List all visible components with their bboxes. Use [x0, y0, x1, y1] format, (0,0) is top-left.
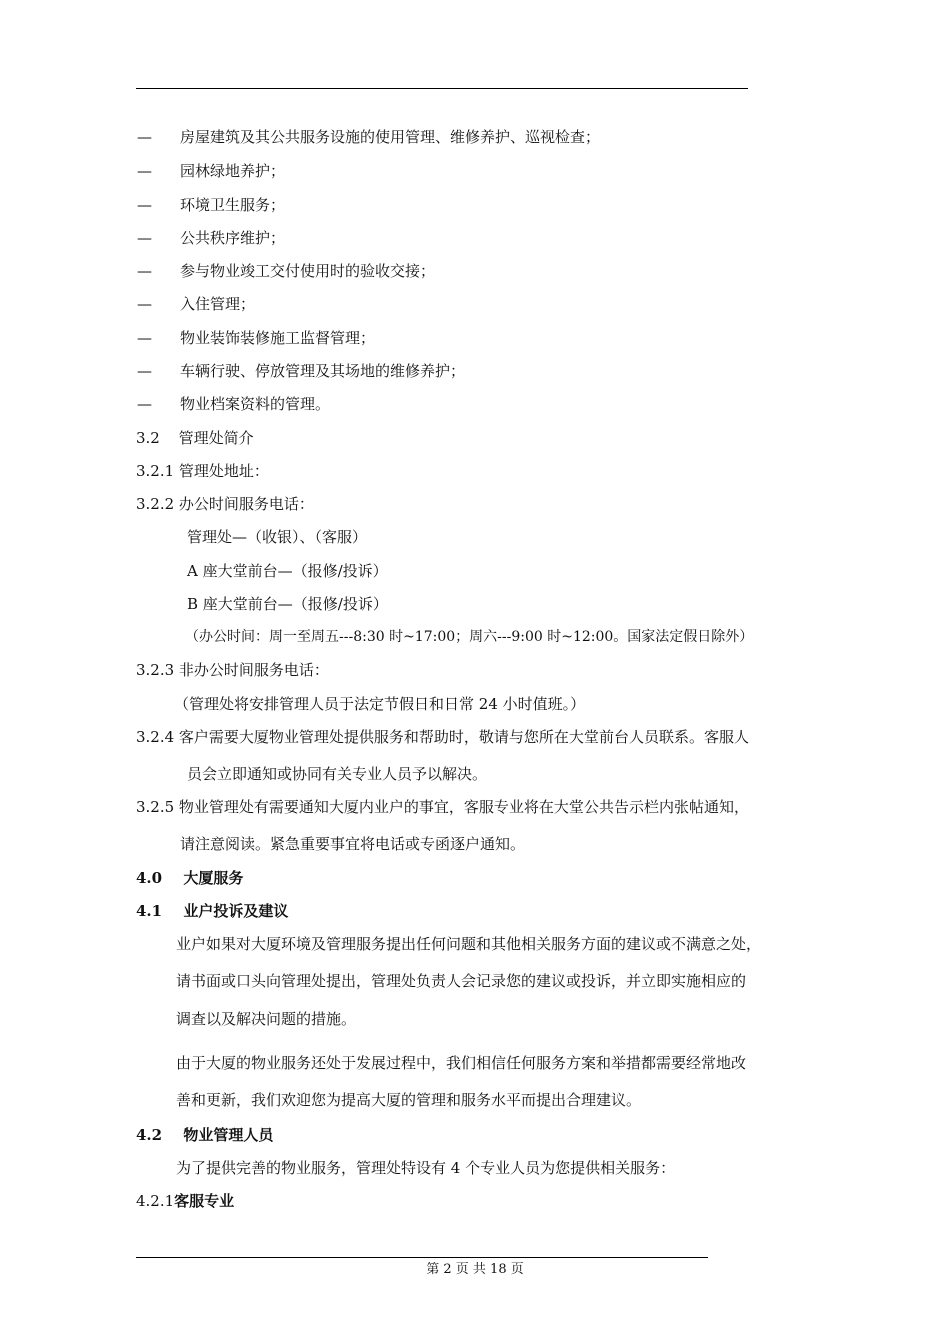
section-number: 4.2.1: [136, 1192, 175, 1210]
dash-mark: —: [137, 395, 152, 413]
office-hours: （办公时间：周一至周五---8:30 时~17:00；周六---9:00 时~12:00。国家法定假日除外）: [185, 629, 754, 645]
dash-mark: —: [137, 128, 152, 146]
dash-mark: —: [137, 162, 152, 180]
section-heading: [136, 868, 243, 888]
dash-mark: —: [137, 229, 152, 247]
subsection-office-phone: 3.2.2 办公时间服务电话：: [136, 495, 314, 513]
section-title: 管理处简介: [178, 429, 254, 447]
dash-mark: —: [137, 362, 152, 380]
afterhours-note: （管理处将安排管理人员于法定节假日和日常 24 小时值班。）: [174, 695, 586, 713]
list-item-text: 物业档案资料的管理。: [180, 395, 331, 413]
header-rule: [136, 88, 748, 89]
dash-mark: —: [137, 329, 152, 347]
phone-line: B 座大堂前台—（报修/投诉）: [187, 595, 388, 613]
section-heading: [136, 901, 288, 921]
list-item-text: 公共秩序维护；: [180, 229, 286, 247]
subsection-afterhours-phone: 3.2.3 非办公时间服务电话：: [136, 661, 329, 679]
list-item-text: 房屋建筑及其公共服务设施的使用管理、维修养护、巡视检查；: [180, 128, 601, 146]
paragraph-line: 业户如果对大厦环境及管理服务提出任何问题和其他相关服务方面的建议或不满意之处，: [176, 935, 762, 953]
footer-rule: [136, 1257, 708, 1258]
section-number: 4.2: [136, 1126, 163, 1144]
subsection-heading: [136, 1191, 234, 1211]
list-item-text: 参与物业竣工交付使用时的验收交接；: [180, 262, 436, 280]
paragraph-line: 3.2.4 客户需要大厦物业管理处提供服务和帮助时，敬请与您所在大堂前台人员联系。客服人: [136, 728, 749, 746]
list-item-text: 入住管理；: [180, 295, 256, 313]
list-item-text: 环境卫生服务；: [180, 196, 286, 214]
paragraph-line: 请书面或口头向管理处提出，管理处负责人会记录您的建议或投诉，并立即实施相应的: [176, 972, 747, 990]
paragraph-line: 由于大厦的物业服务还处于发展过程中，我们相信任何服务方案和举措都需要经常地改: [176, 1054, 747, 1072]
paragraph-line: 为了提供完善的物业服务，管理处特设有 4 个专业人员为您提供相关服务：: [176, 1159, 676, 1177]
section-heading: [136, 1125, 273, 1145]
section-title: 物业管理人员: [183, 1126, 274, 1144]
list-item-text: 园林绿地养护；: [180, 162, 286, 180]
paragraph-line: 员会立即通知或协同有关专业人员予以解决。: [187, 765, 488, 783]
section-title: 大厦服务: [183, 869, 244, 887]
paragraph-line: 调查以及解决问题的措施。: [176, 1010, 357, 1028]
dash-mark: —: [137, 295, 152, 313]
dash-mark: —: [137, 262, 152, 280]
paragraph-line: 请注意阅读。紧急重要事宜将电话或专函逐户通知。: [180, 835, 526, 853]
dash-mark: —: [137, 196, 152, 214]
subsection-address: 3.2.1 管理处地址：: [136, 462, 269, 480]
section-number: 4.1: [136, 902, 163, 920]
section-number: 3.2: [136, 429, 160, 447]
section-heading: [136, 428, 254, 448]
section-title: 业户投诉及建议: [183, 902, 289, 920]
section-number: 4.0: [136, 869, 163, 887]
phone-line: 管理处—（收银）、（客服）: [187, 528, 368, 546]
section-title: 客服专业: [174, 1192, 235, 1210]
phone-line: A 座大堂前台—（报修/投诉）: [187, 562, 388, 580]
list-item-text: 物业装饰装修施工监督管理；: [180, 329, 376, 347]
paragraph-line: 3.2.5 物业管理处有需要通知大厦内业户的事宜，客服专业将在大堂公共告示栏内张帖通知，: [136, 798, 749, 816]
paragraph-line: 善和更新，我们欢迎您为提高大厦的管理和服务水平而提出合理建议。: [176, 1091, 642, 1109]
page-number: 第 2 页 共 18 页: [426, 1262, 524, 1277]
list-item-text: 车辆行驶、停放管理及其场地的维修养护；: [180, 362, 466, 380]
